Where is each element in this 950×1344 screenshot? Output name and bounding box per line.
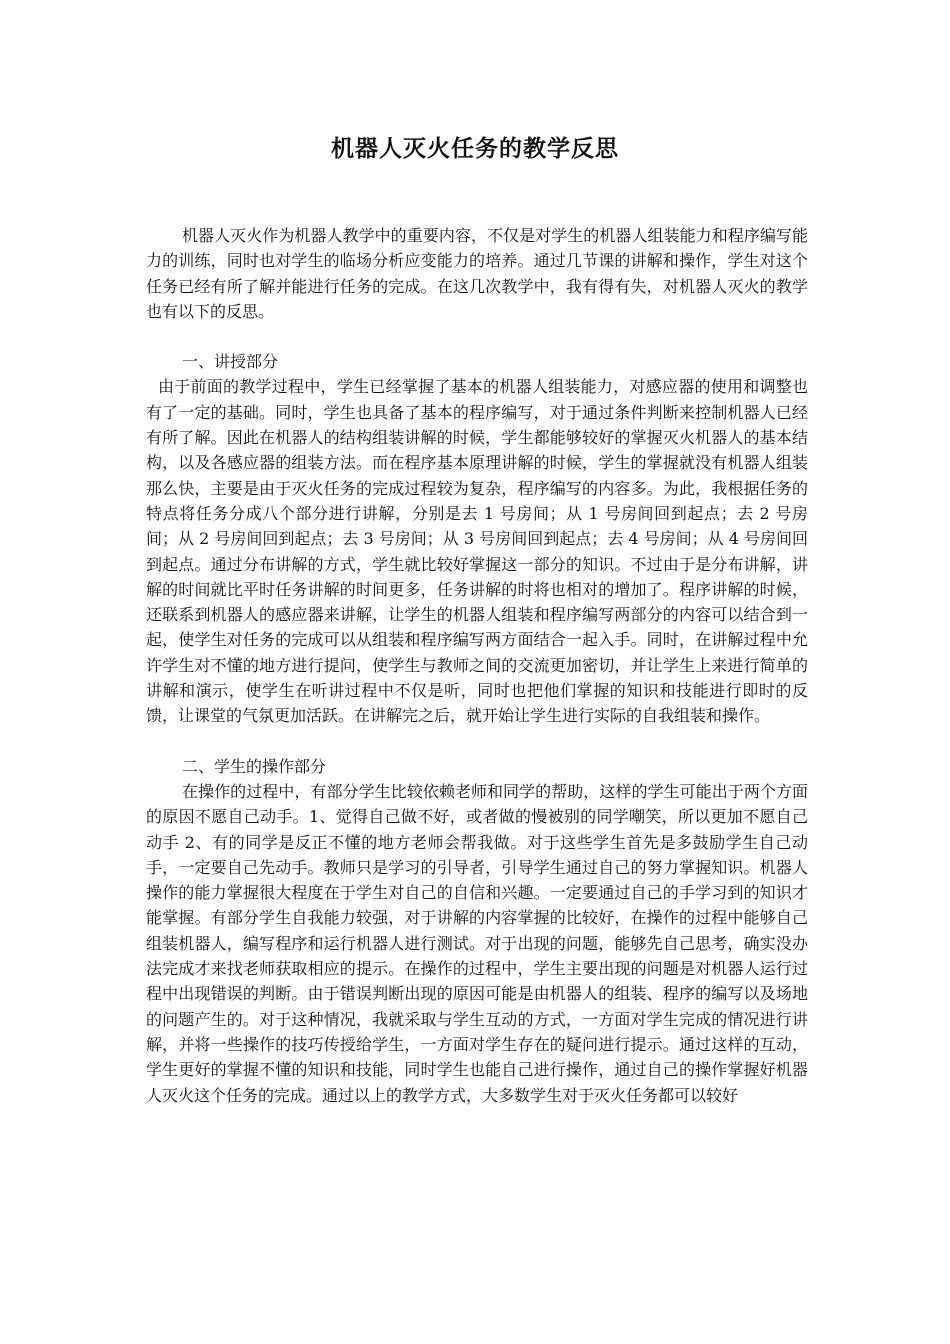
- intro-paragraph: 机器人灭火作为机器人教学中的重要内容，不仅是对学生的机器人组装能力和程序编写能力的训练，同时也对学生的临场分析应变能力的培养。通过几节课的讲解和操作，学生对这个任务已经有所了解并能进行任务的完成。在这几次教学中，我有得有失，对机器人灭火的教学也有以下的反思。: [146, 226, 808, 321]
- paragraph-gap: [146, 324, 808, 349]
- paragraph-gap: [146, 729, 808, 754]
- document-title: 机器人灭火任务的教学反思: [331, 135, 619, 162]
- document-body: [146, 223, 808, 1108]
- lecture-paragraph: 由于前面的教学过程中，学生已经掌握了基本的机器人组装能力，对感应器的使用和调整也有了一定的基础。同时，学生也具备了基本的程序编写，对于通过条件判断来控制机器人已经有所了解。因此在机器人的结构组装讲解的时候，学生都能够较好的掌握灭火机器人的基本结构，以及各感应器的组装方法。而在程序基本原理讲解的时候，学生的掌握就没有机器人组装那么快，主要是由于灭火任务的完成过程较为复杂，程序编写的内容多。为此，我根据任务的特点将任务分成八个部分进行讲解，分别是去 1 号房间；从 1 号房间回到起点；去 2 号房间；从 2 号房间回到起点；去 3 号房间；从 3 号房间回到起点；去 4 号房间；从 4 号房间回到起点。通过分布讲解的方式，学生就比较好掌握这一部分的知识。不过由于是分布讲解，讲解的时间就比平时任务讲解的时间更多，任务讲解的时将也相对的增加了。程序讲解的时候，还联系到机器人的感应器来讲解，让学生的机器人组装和程序编写两部分的内容可以结合到一起，使学生对任务的完成可以从组装和程序编写两方面结合一起入手。同时，在讲解过程中允许学生对不懂的地方进行提问，使学生与教师之间的交流更加密切，并让学生上来进行简单的讲解和演示，使学生在听讲过程中不仅是听，同时也把他们掌握的知识和技能进行即时的反馈，让课堂的气氛更加活跃。在讲解完之后，就开始让学生进行实际的自我组装和操作。: [146, 377, 808, 726]
- section-heading-lecture: 一、讲授部分: [182, 352, 279, 372]
- practice-paragraph: 在操作的过程中，有部分学生比较依赖老师和同学的帮助，这样的学生可能出于两个方面的原因不愿自己动手。1、觉得自己做不好，或者做的慢被别的同学嘲笑，所以更加不愿自己动手 2、有的同学是反正不懂的地方老师会帮我做。对于这些学生首先是多鼓励学生自己动手，一定要自己先动手。教师只是学习的引导者，引导学生通过自己的努力掌握知识。机器人操作的能力掌握很大程度在于学生对自己的自信和兴趣。一定要通过自己的手学习到的知识才能掌握。有部分学生自我能力较强，对于讲解的内容掌握的比较好，在操作的过程中能够自己组装机器人，编写程序和运行机器人进行测试。对于出现的问题，能够先自己思考，确实没办法完成才来找老师获取相应的提示。在操作的过程中，学生主要出现的问题是对机器人运行过程中出现错误的判断。由于错误判断出现的原因可能是由机器人的组装、程序的编写以及场地的问题产生的。对于这种情况，我就采取与学生互动的方式，一方面对学生完成的情况进行讲解，并将一些操作的技巧传授给学生，一方面对学生存在的疑问进行提示。通过这样的互动，学生更好的掌握不懂的知识和技能，同时学生也能自己进行操作，通过自己的操作掌握好机器人灭火这个任务的完成。通过以上的教学方式，大多数学生对于灭火任务都可以较好: [146, 781, 808, 1105]
- section-heading-practice: 二、学生的操作部分: [182, 756, 327, 776]
